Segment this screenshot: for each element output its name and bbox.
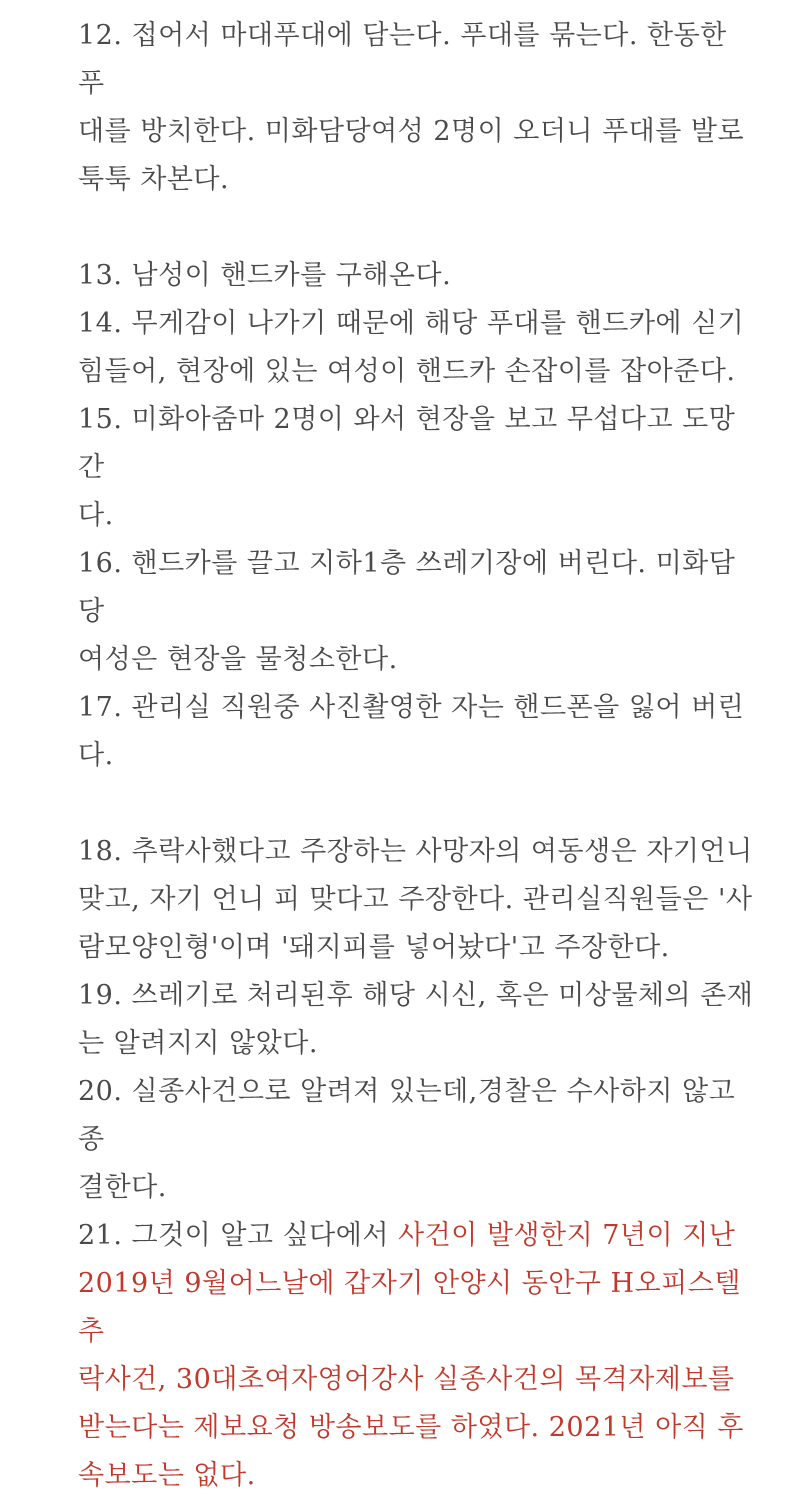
item-21: [78, 1212, 758, 1500]
item-21-prefix: 21. 그것이 알고 싶다에서: [78, 1220, 399, 1251]
spacer: [78, 204, 758, 252]
item-21-highlight: 사건이 발생한지 7년이 지난 2019년 9월어느날에 갑자기 안양시 동안구 H오피스텔 추 락사건, 30대초여자영어강사 실종사건의 목격자제보를 받는다는 제보요청 방송보도를 하였다. 2021년 아직 후 속보도는 없다.: [78, 1220, 744, 1491]
item-16: 16. 핸드카를 끌고 지하1층 쓰레기장에 버린다. 미화담당 여성은 현장을 물청소한다.: [78, 548, 736, 675]
spacer: [78, 780, 758, 828]
item-20: 20. 실종사건으로 알려져 있는데,경찰은 수사하지 않고 종 결한다.: [78, 1076, 736, 1203]
item-14: 14. 무게감이 나가기 때문에 해당 푸대를 핸드카에 싣기 힘들어, 현장에 있는 여성이 핸드카 손잡이를 잡아준다.: [78, 308, 745, 387]
document-body: [78, 12, 758, 1500]
item-15: 15. 미화아줌마 2명이 와서 현장을 보고 무섭다고 도망간 다.: [78, 404, 736, 531]
item-18: 18. 추락사했다고 주장하는 사망자의 여동생은 자기언니 맞고, 자기 언니 피 맞다고 주장한다. 관리실직원들은 '사 람모양인형'이며 '돼지피를 넣어놨다'고 주장한다.: [78, 836, 753, 963]
item-13: 13. 남성이 핸드카를 구해온다.: [78, 260, 452, 291]
item-19: 19. 쓰레기로 처리된후 해당 시신, 혹은 미상물체의 존재 는 알려지지 않았다.: [78, 980, 754, 1059]
item-12: 12. 접어서 마대푸대에 담는다. 푸대를 묶는다. 한동한 푸 대를 방치한다. 미화담당여성 2명이 오더니 푸대를 발로 툭툭 차본다.: [78, 20, 745, 195]
item-17: 17. 관리실 직원중 사진촬영한 자는 핸드폰을 잃어 버린 다.: [78, 692, 745, 771]
